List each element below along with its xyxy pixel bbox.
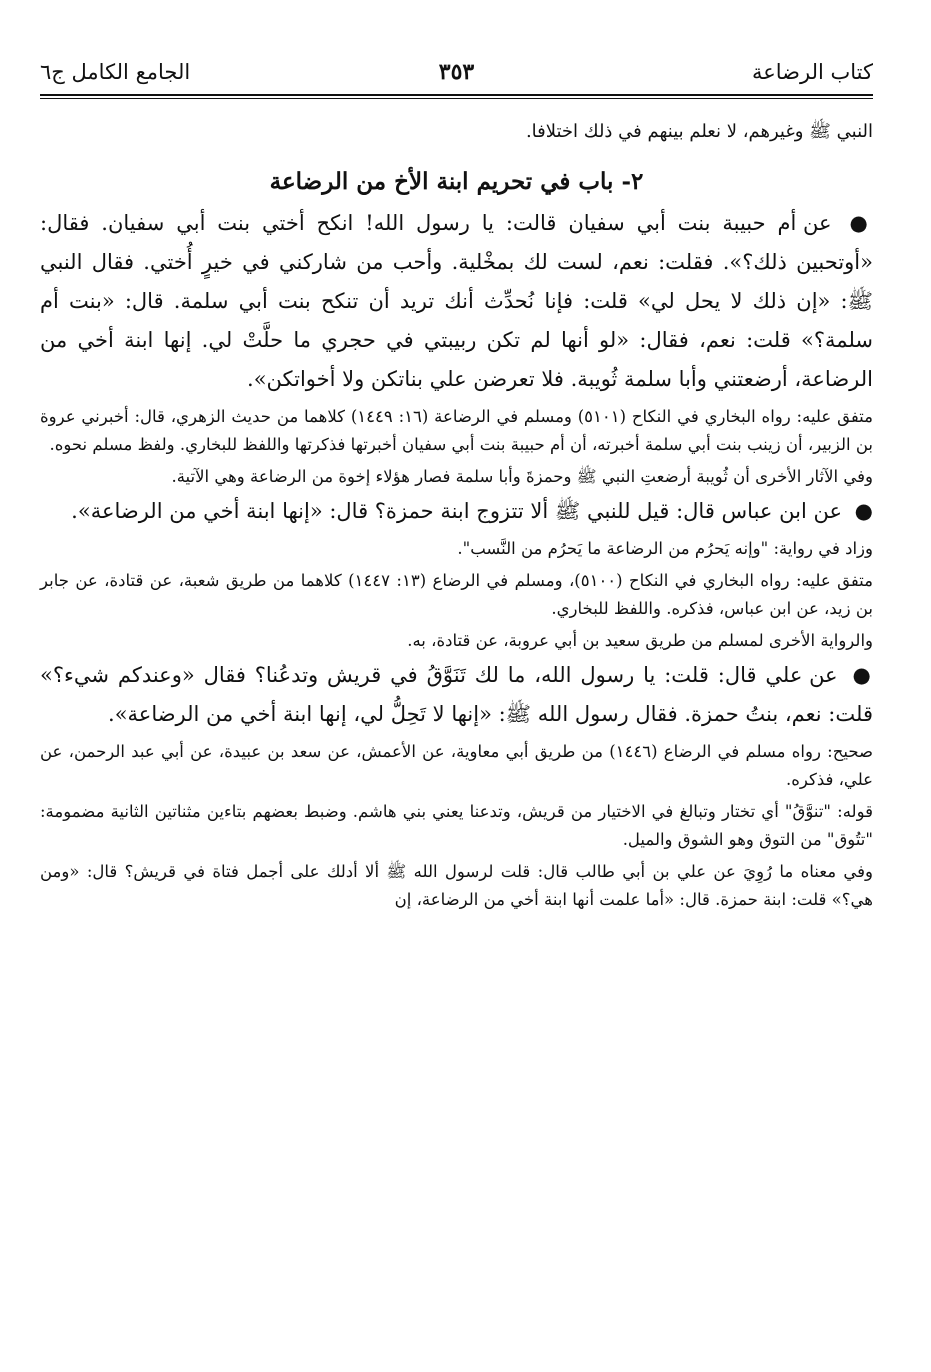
section-heading: ٢- باب في تحريم ابنة الأخ من الرضاعة — [269, 168, 644, 195]
page-header — [40, 58, 873, 90]
note-3c: وفي معناه ما رُوِيَ عن علي بن أبي طالب قال: قلت لرسول الله ﷺ ألا أدلك على أجمل فتاة في قريش؟ قال: «ومن هي؟» قلت: ابنة حمزة. قال: «أما علمت أنها ابنة أخي من الرضاعة، إن — [40, 862, 873, 909]
note-3a: صحيح: رواه مسلم في الرضاع (١٤٤٦) من طريق أبي معاوية، عن الأعمش، عن سعد بن عبيدة، عن أبي عبد الرحمن، عن علي، فذكره. — [40, 742, 873, 789]
note-2b: متفق عليه: رواه البخاري في النكاح (٥١٠٠)، ومسلم في الرضاع (١٣: ١٤٤٧) كلاهما من طريق شعبة، عن قتادة، عن جابر بن زيد، عن ابن عباس، فذكره. واللفظ للبخاري. — [40, 571, 873, 618]
bullet-icon: ● — [854, 498, 873, 523]
note-1b: وفي الآثار الأخرى أن ثُويبة أرضعتِ النبي ﷺ وحمزةَ وأبا سلمة فصار هؤلاء إخوة من الرضاعة وهي الآتية. — [171, 467, 873, 486]
intro-line: النبي ﷺ وغيرهم، لا نعلم بينهم في ذلك اختلافا. — [525, 121, 873, 142]
bullet-icon: ● — [849, 210, 873, 235]
bullet-icon: ● — [852, 662, 873, 687]
header-rule — [40, 94, 873, 96]
hadith-3 — [40, 655, 873, 734]
header-rule-thin — [40, 98, 873, 99]
hadith-1 — [40, 203, 873, 399]
chapter-title: كتاب الرضاعة — [751, 60, 873, 84]
page-number: ٣٥٣ — [438, 59, 475, 85]
hadith-1-text: عن أم حبيبة بنت أبي سفيان قالت: يا رسول الله! انكح أختي بنت أبي سفيان. فقال: «أوتحبين ذلك؟». فقلت: نعم، لست لك بمخْلية. وأحب من شاركني في خيرٍ أُختي. فقال النبي ﷺ: «إن ذلك لا يحل لي» قلت: فإنا نُحدِّث أنك تريد أن تنكح بنت أبي سلمة. قال: «بنت أم سلمة؟» قلت: نعم، فقال: «لو أنها لم تكن ربيبتي في حجري ما حلَّتْ لي. إنها ابنة أخي من الرضاعة، أرضعتني وأبا سلمة ثُويبة. فلا تعرضن علي بناتكن ولا أخواتكن». — [40, 211, 873, 391]
hadith-2-text: عن ابن عباس قال: قيل للنبي ﷺ ألا تتزوج ابنة حمزة؟ قال: «إنها ابنة أخي من الرضاعة». — [71, 499, 842, 523]
note-1a: متفق عليه: رواه البخاري في النكاح (٥١٠١) ومسلم في الرضاعة (١٦: ١٤٤٩) كلاهما من حديث الزهري، قال: أخبرني عروة بن الزبير، أن زينب بنت أبي سلمة أخبرته، أن أم حبيبة بنت أبي سفيان أخبرتها فذكرتها واللفظ للبخاري. ولفظ مسلم نحوه. — [40, 407, 873, 454]
hadith-3-text: عن علي قال: قلت: يا رسول الله، ما لك تَنَوَّقُ في قريش وتدعُنا؟ فقال «وعندكم شيء؟» قلت: نعم، بنتُ حمزة. فقال رسول الله ﷺ: «إنها لا تَحِلُّ لي، إنها ابنة أخي من الرضاعة». — [40, 663, 873, 726]
note-2a: وزاد في رواية: "وإنه يَحرُم من الرضاعة ما يَحرُم من النَّسب". — [457, 539, 873, 558]
hadith-2 — [40, 491, 873, 531]
note-3b: قوله: "تنوَّقُ" أي تختار وتبالغ في الاختيار من قريش، وتدعنا يعني بني هاشم. وضبط بعضهم بتاءين مثناتين الثانية مضمومة: "تتُوق" من التوق وهو الشوق والميل. — [40, 802, 873, 849]
book-title: الجامع الكامل ج٦ — [40, 60, 191, 84]
note-2c: والرواية الأخرى لمسلم من طريق سعيد بن أبي عروبة، عن قتادة، به. — [407, 631, 873, 650]
